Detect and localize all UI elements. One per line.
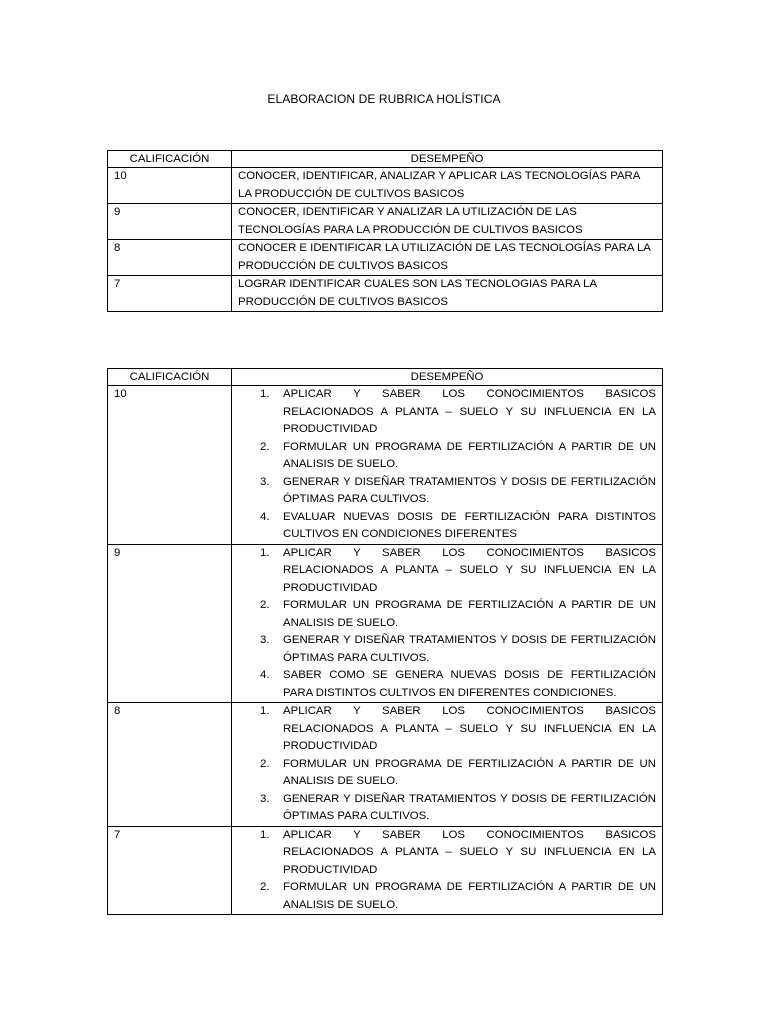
list-item (238, 791, 656, 826)
item-number: 1. (260, 705, 270, 717)
item-text: APLICAR Y SABER LOS CONOCIMIENTOS BASICOS RELACIONADOS A PLANTA – SUELO Y SU INFLUENCIA EN LA PRODUCTIVIDAD (283, 546, 656, 594)
grade-cell: 10 (108, 386, 232, 545)
item-text: GENERAR Y DISEÑAR TRATAMIENTOS Y DOSIS DE FERTILIZACIÓN ÓPTIMAS PARA CULTIVOS. (283, 634, 656, 664)
table-row (108, 544, 663, 703)
grade-cell: 9 (108, 544, 232, 703)
list-item (238, 827, 656, 880)
table-row (108, 240, 663, 276)
item-text: APLICAR Y SABER LOS CONOCIMIENTOS BASICOS RELACIONADOS A PLANTA – SUELO Y SU INFLUENCIA EN LA PRODUCTIVIDAD (283, 388, 656, 435)
table-row (108, 204, 663, 240)
performance-cell (232, 386, 663, 545)
criteria-list (238, 545, 656, 703)
performance-cell (232, 826, 663, 915)
performance-cell: CONOCER, IDENTIFICAR Y ANALIZAR LA UTILIZACIÓN DE LAS TECNOLOGÍAS PARA LA PRODUCCIÓN DE CULTIVOS BASICOS (232, 204, 663, 240)
item-text: FORMULAR UN PROGRAMA DE FERTILIZACIÓN A PARTIR DE UN ANALISIS DE SUELO. (283, 440, 656, 470)
grade-cell: 8 (108, 703, 232, 827)
item-number: 1. (260, 828, 270, 841)
performance-cell: CONOCER, IDENTIFICAR, ANALIZAR Y APLICAR LAS TECNOLOGÍAS PARA LA PRODUCCIÓN DE CULTIVOS BASICOS (232, 168, 663, 204)
item-text: APLICAR Y SABER LOS CONOCIMIENTOS BASICOS RELACIONADOS A PLANTA – SUELO Y SU INFLUENCIA EN LA PRODUCTIVIDAD (283, 828, 656, 876)
criteria-list (238, 386, 656, 544)
item-number: 3. (260, 634, 270, 646)
item-text: SABER COMO SE GENERA NUEVAS DOSIS DE FERTILIZACIÓN PARA DISTINTOS CULTIVOS EN DIFERENTES CONDICIONES. (283, 669, 656, 699)
document-title: ELABORACION DE RUBRICA HOLÍSTICA (267, 92, 501, 106)
list-item (238, 386, 656, 439)
item-text: FORMULAR UN PROGRAMA DE FERTILIZACIÓN A PARTIR DE UN ANALISIS DE SUELO. (283, 881, 656, 911)
list-item (238, 474, 656, 509)
item-number: 3. (260, 792, 270, 805)
item-text: APLICAR Y SABER LOS CONOCIMIENTOS BASICOS RELACIONADOS A PLANTA – SUELO Y SU INFLUENCIA EN LA PRODUCTIVIDAD (283, 705, 656, 752)
table-row (108, 386, 663, 545)
item-number: 1. (260, 388, 270, 400)
list-item (238, 439, 656, 474)
grade-cell: 8 (108, 240, 232, 276)
list-item (238, 632, 656, 667)
item-number: 2. (260, 599, 270, 611)
holistic-rubric-table (107, 150, 663, 312)
item-text: GENERAR Y DISEÑAR TRATAMIENTOS Y DOSIS DE FERTILIZACIÓN ÓPTIMAS PARA CULTIVOS. (283, 475, 656, 505)
column-header-performance: DESEMPEÑO (232, 151, 663, 168)
item-text: GENERAR Y DISEÑAR TRATAMIENTOS Y DOSIS DE FERTILIZACIÓN ÓPTIMAS PARA CULTIVOS. (283, 792, 656, 822)
grade-cell: 7 (108, 826, 232, 915)
table-header-row (108, 369, 663, 386)
table-row (108, 703, 663, 827)
table-row (108, 826, 663, 915)
item-number: 1. (260, 546, 270, 559)
column-header-performance: DESEMPEÑO (232, 369, 663, 386)
item-number: 2. (260, 881, 270, 893)
list-item (238, 545, 656, 598)
list-item (238, 703, 656, 756)
grade-cell: 9 (108, 204, 232, 240)
item-number: 2. (260, 440, 270, 453)
table-row (108, 168, 663, 204)
performance-cell: LOGRAR IDENTIFICAR CUALES SON LAS TECNOLOGIAS PARA LA PRODUCCIÓN DE CULTIVOS BASICOS (232, 276, 663, 312)
list-item (238, 597, 656, 632)
list-item (238, 879, 656, 914)
grade-cell: 7 (108, 276, 232, 312)
item-number: 2. (260, 757, 270, 770)
item-text: FORMULAR UN PROGRAMA DE FERTILIZACIÓN A PARTIR DE UN ANALISIS DE SUELO. (283, 599, 656, 629)
performance-cell (232, 703, 663, 827)
criteria-list (238, 827, 656, 915)
grade-cell: 10 (108, 168, 232, 204)
criteria-list (238, 703, 656, 826)
list-item (238, 509, 656, 544)
performance-cell: CONOCER E IDENTIFICAR LA UTILIZACIÓN DE LAS TECNOLOGÍAS PARA LA PRODUCCIÓN DE CULTIVOS BASICOS (232, 240, 663, 276)
performance-cell (232, 544, 663, 703)
item-number: 3. (260, 475, 270, 488)
list-item (238, 756, 656, 791)
column-header-grade: CALIFICACIÓN (108, 151, 232, 168)
item-text: EVALUAR NUEVAS DOSIS DE FERTILIZACIÓN PARA DISTINTOS CULTIVOS EN CONDICIONES DIFERENTES (283, 510, 656, 540)
table-header-row (108, 151, 663, 168)
item-number: 4. (260, 510, 270, 523)
detailed-rubric-table (107, 368, 663, 915)
table-row (108, 276, 663, 312)
column-header-grade: CALIFICACIÓN (108, 369, 232, 386)
item-text: FORMULAR UN PROGRAMA DE FERTILIZACIÓN A PARTIR DE UN ANALISIS DE SUELO. (283, 757, 656, 787)
list-item (238, 667, 656, 702)
item-number: 4. (260, 669, 270, 681)
